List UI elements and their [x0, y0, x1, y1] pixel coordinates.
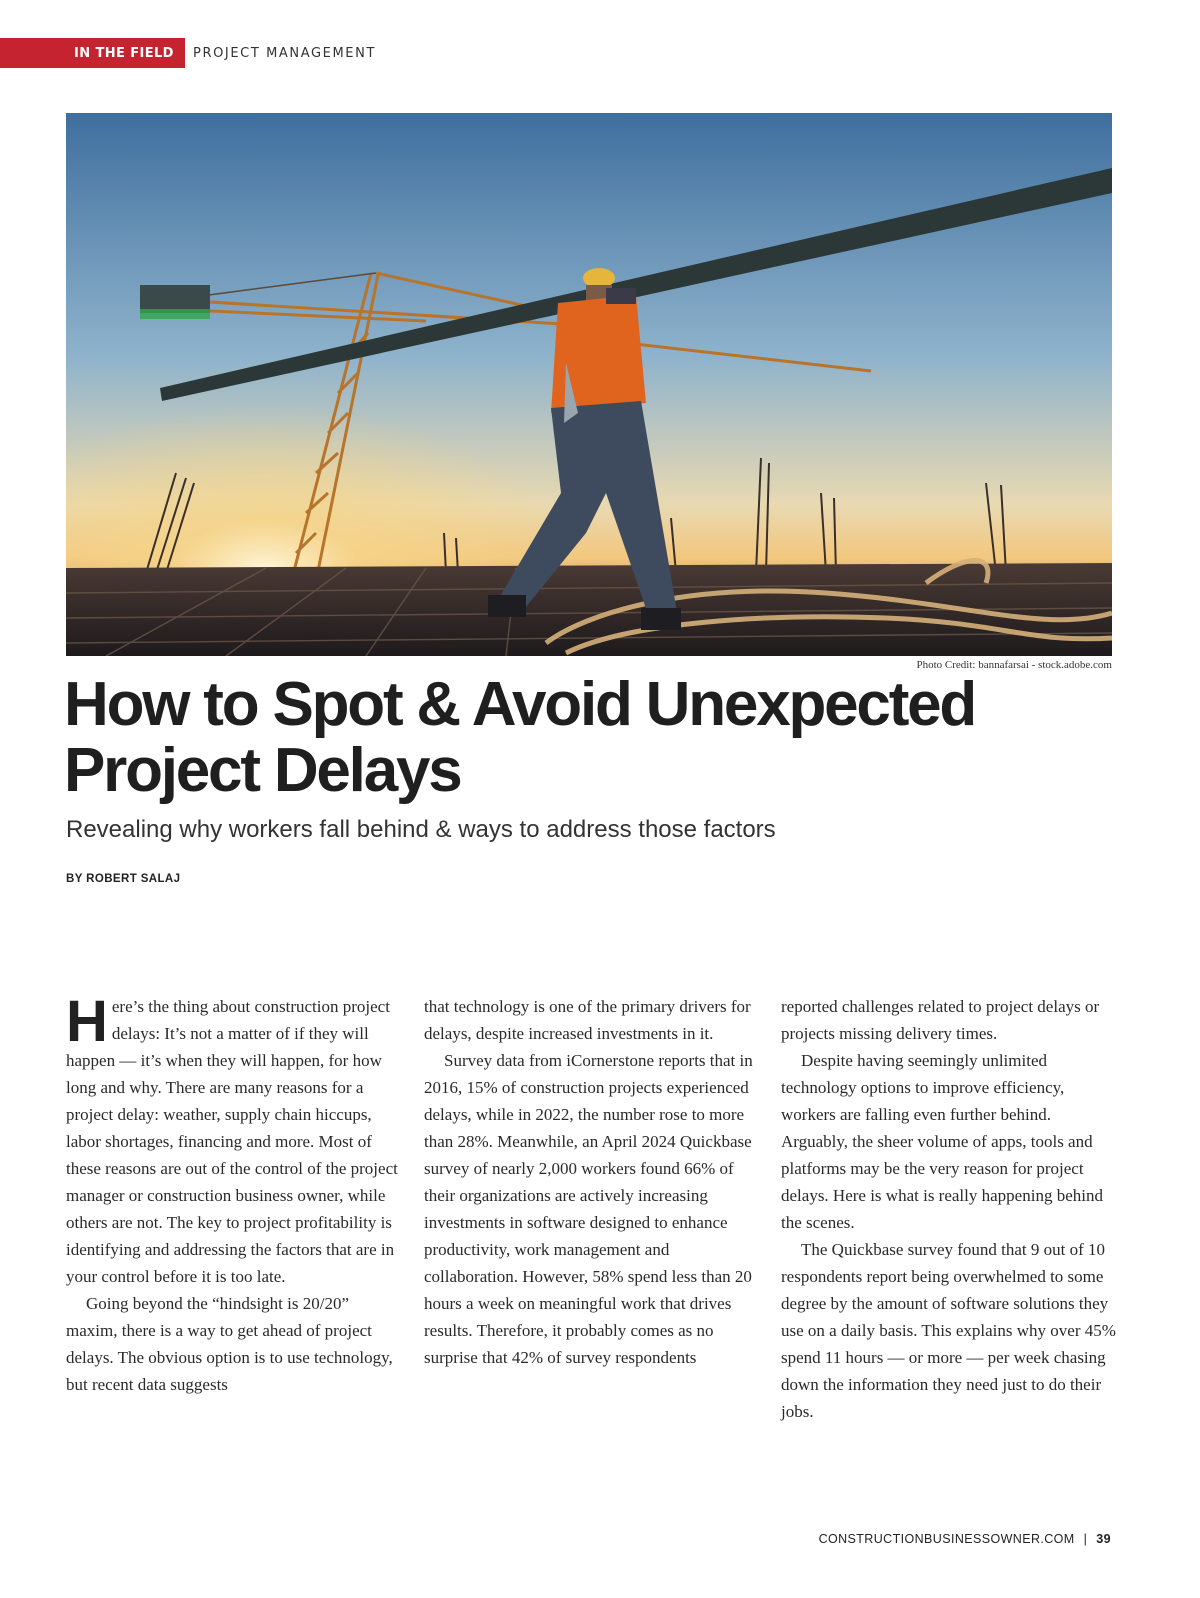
footer-site: CONSTRUCTIONBUSINESSOWNER.COM: [818, 1532, 1075, 1546]
construction-worker-illustration: [66, 113, 1112, 656]
page-number: 39: [1096, 1532, 1111, 1546]
paragraph: reported challenges related to project delays or projects missing delivery times.: [781, 997, 1100, 1043]
body-column-3: [781, 993, 1117, 1425]
article-deck: Revealing why workers fall behind & ways to address those factors: [66, 816, 776, 843]
section-category: IN THE FIELD: [0, 38, 185, 68]
byline: BY ROBERT SALAJ: [66, 873, 181, 885]
paragraph: Survey data from iCornerstone reports that in 2016, 15% of construction projects experienced delays, while in 2022, the number rose to more than 28%. Meanwhile, an April 2024 Quickbase survey of nearly 2,000 workers found 66% of their organizations are actively increasing investments in software designed to enhance productivity, work management and collaboration. However, 58% spend less than 20 hours a week on meaningful work that drives results. Therefore, it probably comes as no surprise that 42% of survey respondents: [424, 1051, 753, 1367]
paragraph: The Quickbase survey found that 9 out of 10 respondents report being overwhelmed to some degree by the amount of software solutions they use on a daily basis. This explains why over 45% spend 11 hours — or more — per week chasing down the information they need just to do their jobs.: [781, 1240, 1116, 1421]
headline-line-1: How to Spot & Avoid Unexpected: [64, 670, 976, 739]
article-headline: [64, 672, 1064, 804]
body-column-2: [424, 993, 760, 1371]
footer-separator: |: [1083, 1532, 1088, 1546]
body-column-1: [66, 989, 402, 1398]
drop-cap: H: [66, 989, 108, 1054]
paragraph: Going beyond the “hindsight is 20/20” maxim, there is a way to get ahead of project delays. The obvious option is to use technology, but recent data suggests: [66, 1294, 393, 1394]
headline-line-2: Project Delays: [64, 736, 461, 805]
section-subcategory: PROJECT MANAGEMENT: [193, 45, 376, 61]
paragraph: Here’s the thing about construction project delays: It’s not a matter of if they will happen — it’s when they will happen, for how long and why. There are many reasons for a project delay: weather, supply chain hiccups, labor shortages, financing and more. Most of these reasons are out of the control of the project manager or construction business owner, while others are not. The key to project profitability is identifying and addressing the factors that are in your control before it is too late.: [66, 989, 398, 1286]
hero-photo: [66, 113, 1112, 656]
paragraph: Despite having seemingly unlimited technology options to improve efficiency, workers are falling even further behind. Arguably, the sheer volume of apps, tools and platforms may be the very reason for project delays. Here is what is really happening behind the scenes.: [781, 1051, 1103, 1232]
page-footer: [819, 1532, 1111, 1546]
paragraph: that technology is one of the primary drivers for delays, despite increased investments in it.: [424, 997, 751, 1043]
section-tag: [0, 38, 376, 68]
photo-credit: Photo Credit: bannafarsai - stock.adobe.com: [916, 659, 1112, 671]
